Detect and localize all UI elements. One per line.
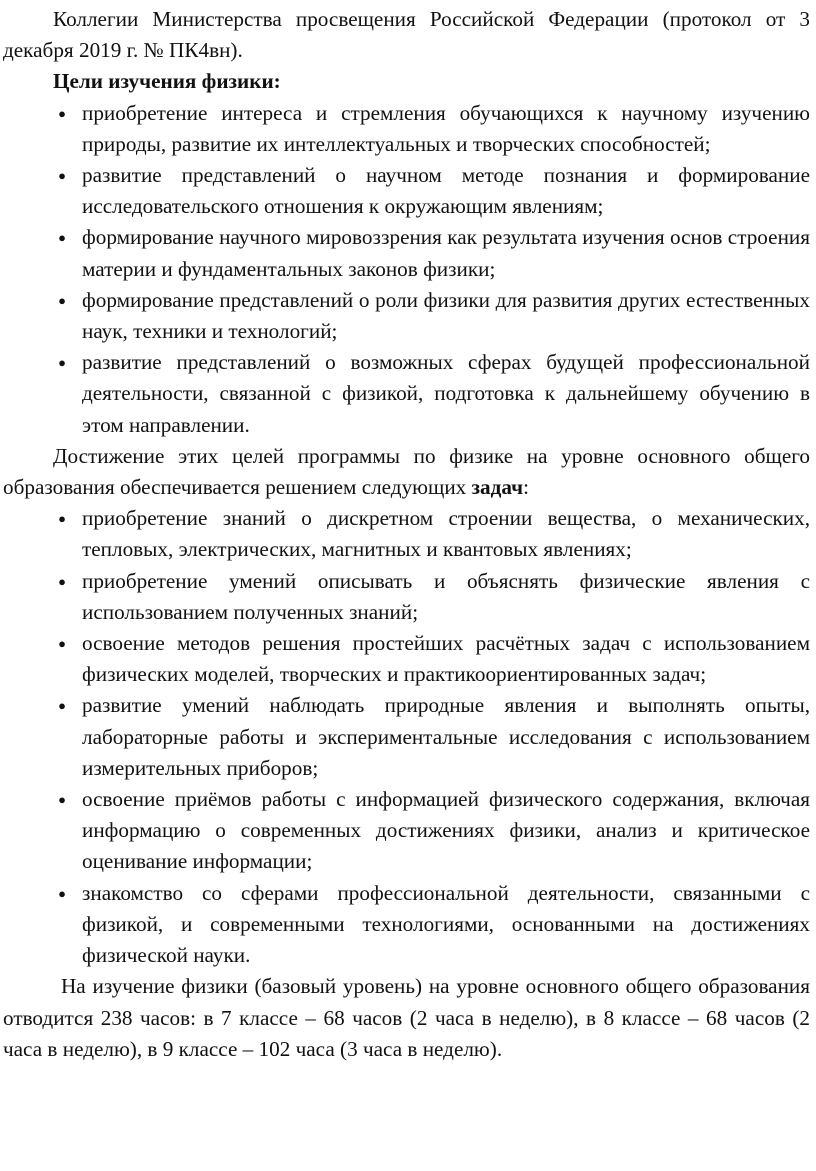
task-text: развитие умений наблюдать природные явления и выполнять опыты, лабораторные работы и экспериментальные исследования с использованием измерительных приборов; [82,693,810,780]
bullet-dot-icon: ● [58,230,66,246]
bullet-dot-icon: ● [58,636,66,652]
goal-text: приобретение интереса и стремления обучающихся к научному изучению природы, развитие их интеллектуальных и творческих способностей; [82,100,810,156]
tasks-intro-paragraph [3,441,810,503]
task-text: знакомство со сферами профессиональной деятельности, связанными с физикой, и современными технологиями, основанными на достижениях физической науки. [82,880,810,968]
list-item [3,222,810,284]
tasks-intro-colon: : [523,475,529,500]
list-item [3,285,810,347]
bullet-dot-icon: ● [58,573,66,589]
bullet-dot-icon: ● [58,511,66,527]
list-item [3,98,810,160]
tasks-intro-text: Достижение этих целей программы по физике на уровне основного общего образования обеспечивается решением следующих [3,443,810,500]
bullet-dot-icon: ● [58,792,66,808]
tasks-bold-word: задач [471,475,524,500]
goal-text: развитие представлений о научном методе познания и формирование исследовательского отношения к окружающим явлениям; [82,163,810,219]
task-text: освоение приёмов работы с информацией физического содержания, включая информацию о современных достижениях физики, анализ и критическое оценивание информации; [82,787,810,874]
bullet-dot-icon: ● [58,355,66,371]
bullet-dot-icon: ● [58,105,66,121]
hours-paragraph: На изучение физики (базовый уровень) на уровне основного общего образования отводится 238 часов: в 7 классе – 68 часов (2 часа в неделю), в 8 классе – 68 часов (2 часа в неделю), в 9 классе – 102 часа (3 часа в неделю). [3,974,810,1061]
bullet-dot-icon: ● [58,168,66,184]
goal-text: формирование представлений о роли физики для развития других естественных наук, техники и технологий; [82,287,810,344]
goal-text: развитие представлений о возможных сферах будущей профессиональной деятельности, связанной с физикой, подготовка к дальнейшему обучению в этом направлении. [82,350,810,437]
task-text: приобретение знаний о дискретном строении вещества, о механических, тепловых, электрических, магнитных и квантовых явлениях; [82,506,810,562]
list-item [3,628,810,690]
tasks-list [3,503,810,971]
bullet-dot-icon: ● [58,698,66,714]
goals-list [3,98,810,441]
goals-heading: Цели изучения физики: [53,69,281,94]
list-item [3,503,810,565]
bullet-dot-icon: ● [58,885,66,901]
intro-paragraph: Коллегии Министерства просвещения Российской Федерации (протокол от 3 декабря 2019 г. № ПК4вн). [3,7,810,63]
list-item [3,690,810,784]
goal-text: формирование научного мировоззрения как результата изучения основ строения материи и фундаментальных законов физики; [82,225,810,281]
task-text: освоение методов решения простейших расчётных задач с использованием физических моделей, творческих и практикоориентированных задач; [82,631,810,687]
list-item [3,878,810,972]
bullet-dot-icon: ● [58,292,66,308]
list-item [3,784,810,878]
list-item [3,347,810,441]
list-item [3,566,810,628]
task-text: приобретение умений описывать и объяснять физические явления с использованием полученных знаний; [82,568,810,624]
list-item [3,160,810,222]
